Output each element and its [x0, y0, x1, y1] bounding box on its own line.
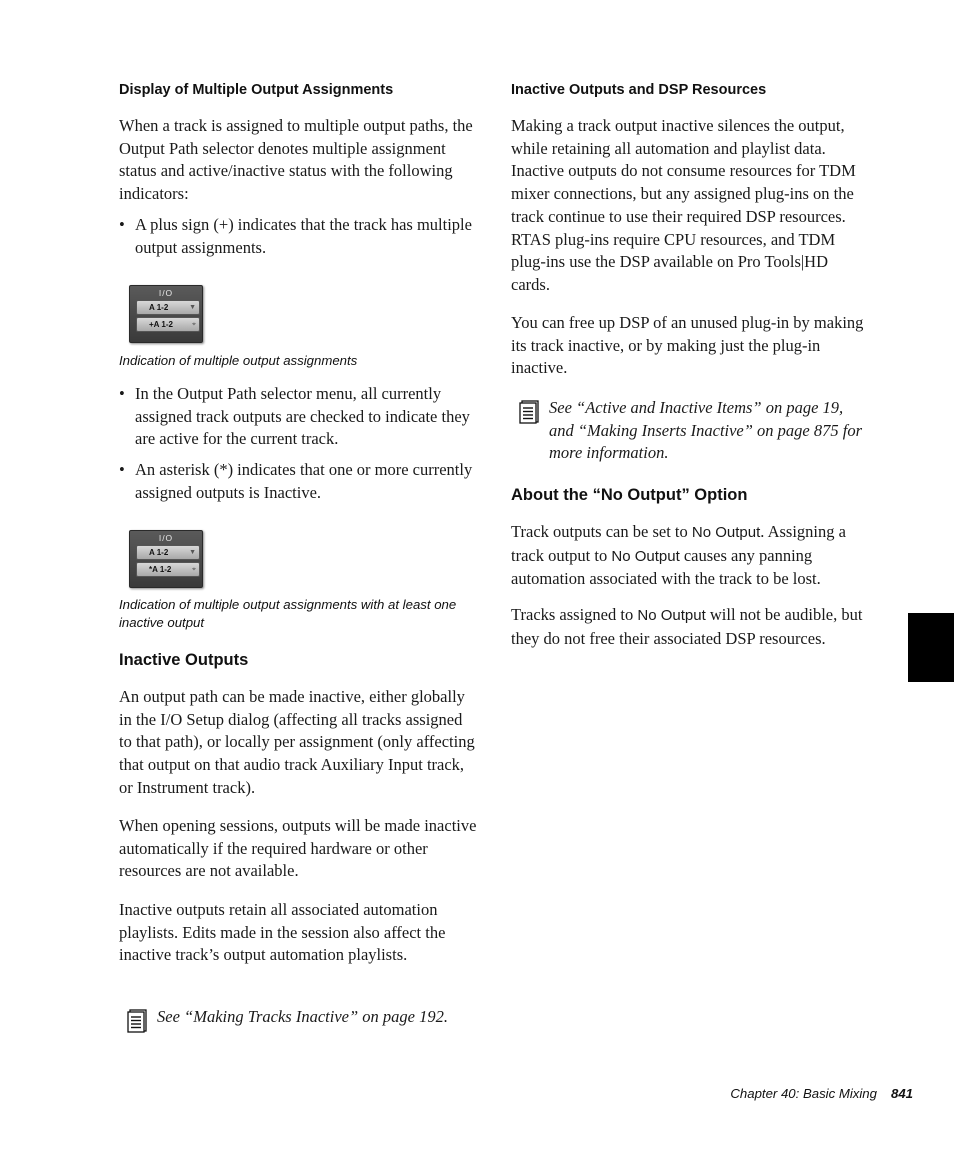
note-icon	[127, 1009, 147, 1033]
note-text: See “Making Tracks Inactive” on page 192.	[157, 1007, 448, 1026]
bullet-asterisk	[119, 459, 481, 504]
output-path-button: A 1-2 ▼	[136, 300, 200, 315]
figure-caption-1: Indication of multiple output assignments	[119, 353, 358, 368]
heading-no-output-option: About the “No Output” Option	[511, 486, 748, 504]
note-icon	[519, 400, 539, 424]
page-number: 841	[890, 1086, 913, 1101]
heading-display-multiple-outputs: Display of Multiple Output Assignments	[119, 82, 394, 98]
heading-inactive-outputs: Inactive Outputs	[119, 651, 249, 669]
footer-chapter: Chapter 40: Basic Mixing	[730, 1086, 877, 1101]
io-label: I/O	[158, 288, 174, 298]
chapter-thumb-tab	[908, 613, 954, 682]
paragraph-dsp-1: Making a track output inactive silences the output, while retaining all automation and playlist data. Inactive outputs do not consume resources for TDM mixer connections, but any assigned plug-ins on the track continue to use their required DSP resources. RTAS plug-ins require CPU resources, and TDM plug-ins use the DSP available on Pro Tools|HD cards.	[511, 116, 856, 294]
bullet-dot: •	[119, 384, 125, 403]
paragraph-display-intro: When a track is assigned to multiple output paths, the Output Path selector denotes multiple assignment status and active/inactive status with the following indicators:	[119, 116, 473, 204]
dropdown-arrow-icon: ▼	[189, 304, 196, 311]
output-path-button: A 1-2 ▼	[136, 545, 200, 560]
page-footer	[730, 1086, 913, 1101]
dropdown-arrow-icon: ▼	[189, 549, 196, 556]
pan-icon: ⌖	[192, 321, 196, 328]
paragraph-dsp-2: You can free up DSP of an unused plug-in by making its track inactive, or by making just the plug-in inactive.	[511, 313, 864, 378]
output-path-button-secondary: +A 1-2 ⌖	[136, 317, 200, 332]
no-output-term: No Output	[691, 524, 761, 541]
bullet-plus-text: A plus sign (+) indicates that the track has multiple output assignments.	[135, 215, 472, 257]
paragraph-inactive-3: Inactive outputs retain all associated automation playlists. Edits made in the session also affect the inactive track’s output automation playlists.	[119, 900, 446, 965]
output-path-button-secondary: *A 1-2 ⌖	[136, 562, 200, 577]
bullet-checked-outputs	[119, 383, 481, 451]
io-selector-inactive	[129, 530, 203, 588]
paragraph-no-output-2: Tracks assigned to No Output will not be audible, but they do not free their associated DSP resources.	[511, 605, 863, 648]
no-output-term: No Output	[637, 607, 706, 624]
heading-inactive-dsp: Inactive Outputs and DSP Resources	[511, 82, 767, 98]
io-selector-multiple	[129, 285, 203, 343]
pan-icon: ⌖	[192, 566, 196, 573]
paragraph-no-output-1: Track outputs can be set to No Output. Assigning a track output to No Output causes any panning automation associated with the track to be lost.	[511, 522, 846, 589]
paragraph-inactive-1: An output path can be made inactive, either globally in the I/O Setup dialog (affecting all tracks assigned to that path), or locally per assignment (only affecting that output on that audio track Auxiliary Input track, or Instrument track).	[119, 687, 475, 797]
bullet-dot: •	[119, 460, 125, 479]
bullet-asterisk-text: An asterisk (*) indicates that one or more currently assigned outputs is Inactive.	[135, 460, 473, 502]
figure-caption-2: Indication of multiple output assignments with at least one inactive output	[119, 597, 457, 630]
io-label: I/O	[158, 533, 174, 543]
bullet-dot: •	[119, 215, 125, 234]
bullet-checked-text: In the Output Path selector menu, all currently assigned track outputs are checked to indicate they are active for the current track.	[135, 384, 470, 449]
no-output-term: No Output	[611, 547, 680, 565]
paragraph-inactive-2: When opening sessions, outputs will be made inactive automatically if the required hardware or other resources are not available.	[119, 816, 477, 881]
bullet-plus-sign	[119, 214, 481, 259]
note-text: See “Active and Inactive Items” on page 19, and “Making Inserts Inactive” on page 875 for more information.	[549, 398, 863, 463]
